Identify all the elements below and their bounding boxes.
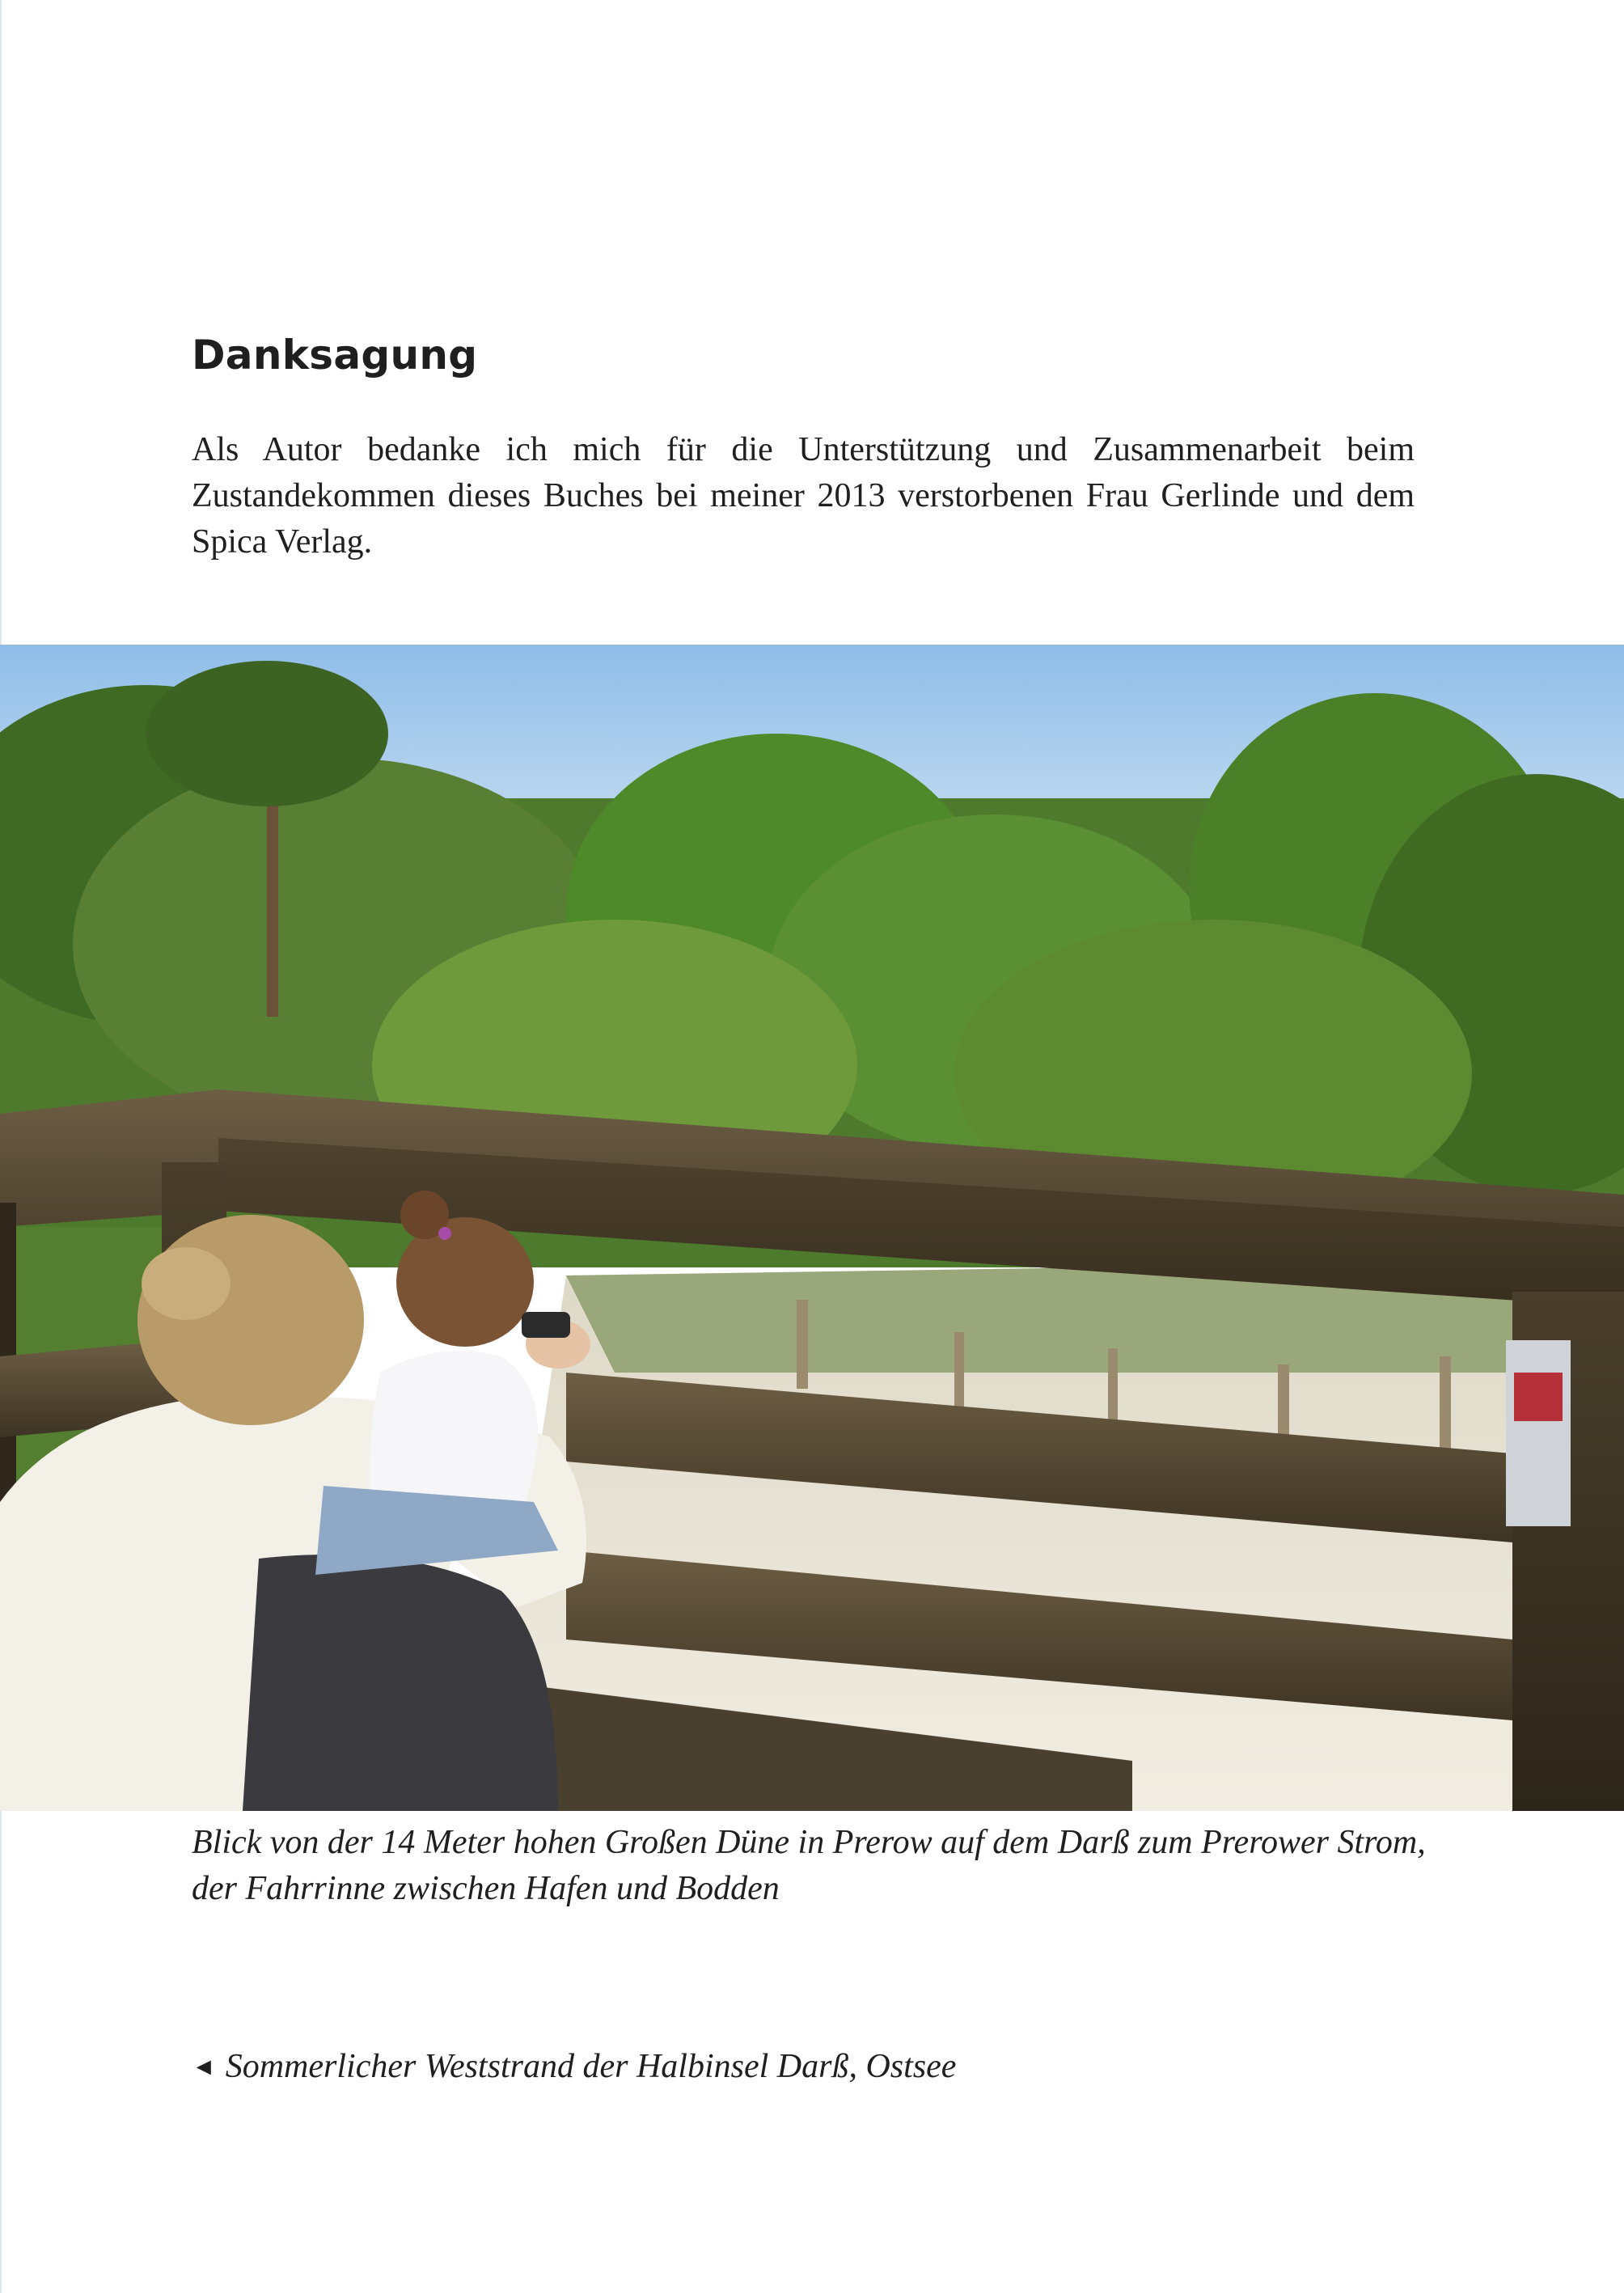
facing-page-note-text: Sommerlicher Weststrand der Halbinsel Darß, Ostsee: [225, 2048, 957, 2085]
dune-lookout-photo: [0, 645, 1624, 1811]
left-triangle-icon: ◄: [192, 2054, 216, 2080]
acknowledgement-paragraph: Als Autor bedanke ich mich für die Unterstützung und Zusammenarbeit beim Zustandekommen dieses Buches bei meiner 2013 verstorbenen Frau Gerlinde und dem Spica Verlag.: [192, 431, 1415, 561]
page-heading: Danksagung: [192, 332, 478, 379]
photo-caption: Blick von der 14 Meter hohen Großen Düne in Prerow auf dem Darß zum Prerower Strom, der Fahrrinne zwischen Hafen und Bodden: [192, 1824, 1426, 1907]
facing-page-note: [192, 2044, 956, 2090]
